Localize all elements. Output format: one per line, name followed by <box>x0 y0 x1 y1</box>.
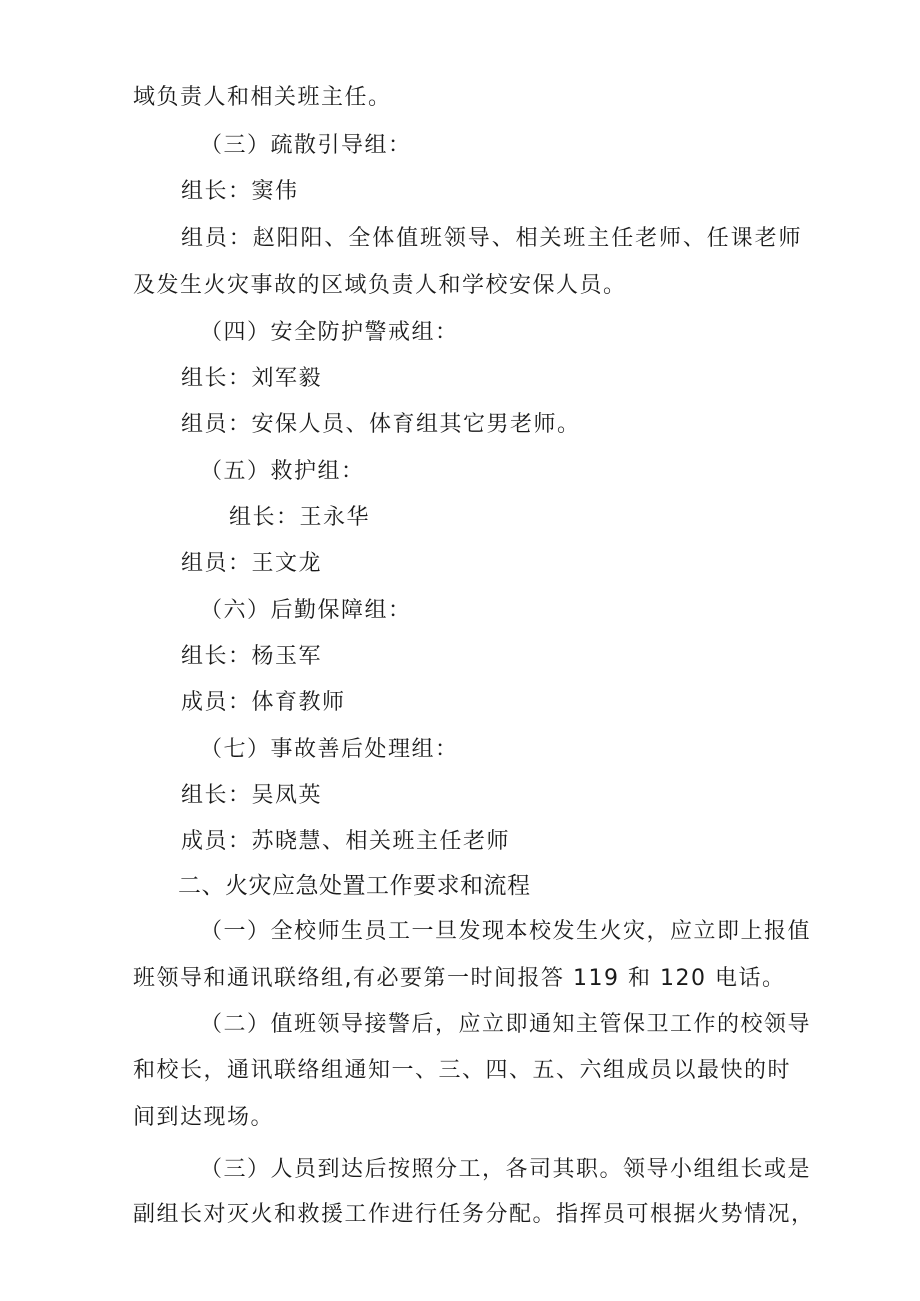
text-line: 和校长，通讯联络组通知一、三、四、五、六组成员以最快的时 <box>133 1058 792 1083</box>
text-line: 班领导和通讯联络组,有必要第一时间报答 119 和 120 电话。 <box>133 966 786 991</box>
text-line: 组长：刘军毅 <box>181 366 323 391</box>
section-subheading: （三）疏散引导组： <box>200 133 412 158</box>
text-line: 组员：赵阳阳、全体值班领导、相关班主任老师、任课老师 <box>181 226 802 251</box>
text-line: 间到达现场。 <box>133 1105 275 1130</box>
text-line: 副组长对灭火和救援工作进行任务分配。指挥员可根据火势情况， <box>133 1202 815 1227</box>
text-line: 组长：吴凤英 <box>181 783 323 808</box>
text-line: 组长：窦伟 <box>181 179 299 204</box>
section-subheading: （四）安全防护警戒组： <box>200 320 459 345</box>
text-line: 组员：王文龙 <box>181 551 323 576</box>
text-line: 成员：苏晓慧、相关班主任老师 <box>181 829 511 854</box>
section-subheading: （六）后勤保障组： <box>200 598 412 623</box>
text-line: 成员：体育教师 <box>181 690 346 715</box>
section-heading: 二、火灾应急处置工作要求和流程 <box>178 873 531 899</box>
section-subheading: （七）事故善后处理组： <box>200 737 459 762</box>
section-subheading: （五）救护组： <box>200 459 365 484</box>
text-line: 域负责人和相关班主任。 <box>133 85 392 110</box>
text-line: 组长：王永华 <box>229 505 371 530</box>
text-line: （二）值班领导接警后，应立即通知主管保卫工作的校领导 <box>200 1012 812 1037</box>
text-line: 组员：安保人员、体育组其它男老师。 <box>181 412 581 437</box>
text-line: （一）全校师生员工一旦发现本校发生火灾，应立即上报值 <box>200 919 812 944</box>
text-line: （三）人员到达后按照分工，各司其职。领导小组组长或是 <box>200 1157 812 1182</box>
text-line: 及发生火灾事故的区域负责人和学校安保人员。 <box>133 273 627 298</box>
text-line: 组长：杨玉军 <box>181 644 323 669</box>
